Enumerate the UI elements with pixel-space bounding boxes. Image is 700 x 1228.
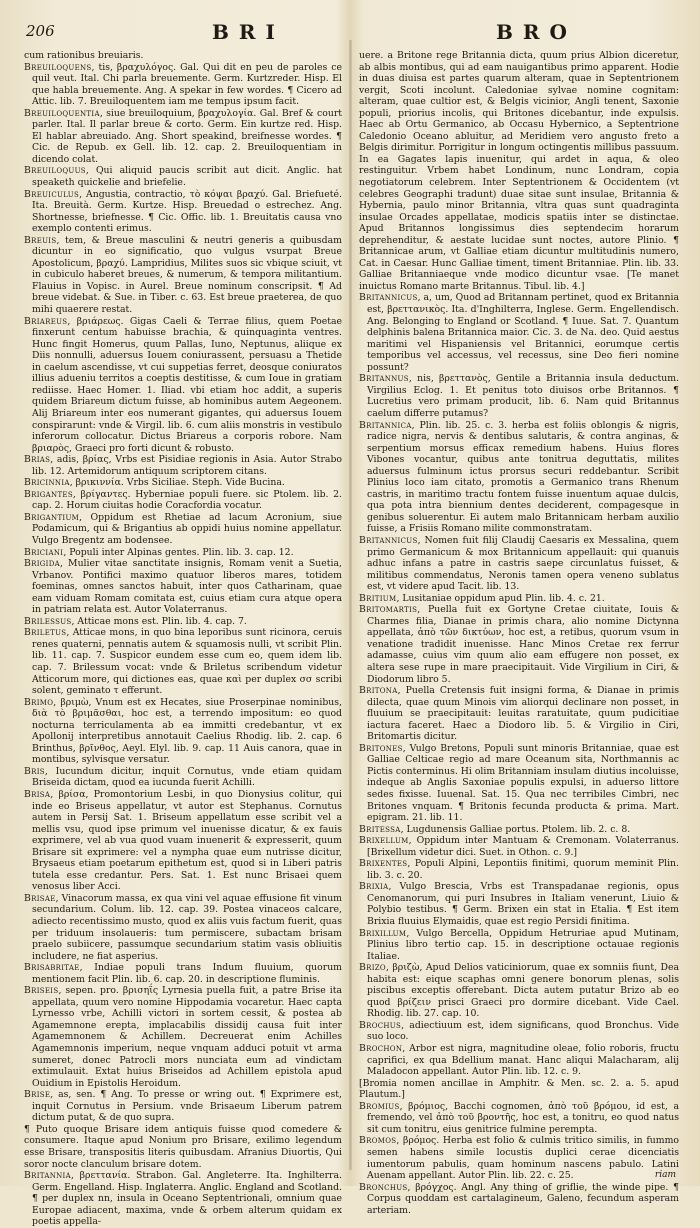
dictionary-entry: [24, 235, 342, 316]
dictionary-entry: [359, 835, 679, 858]
dictionary-entry: [359, 1020, 679, 1043]
dictionary-entry: [24, 1089, 342, 1124]
entry-text: , Atticae mons est. Plin. lib. 4. cap. 7.: [71, 615, 247, 627]
entry-text: , βρόγχος. Angl. Any thing of griflie, the winde pipe. ¶ Corpus quoddam est cartalagineum, Galeno, fecundum asperam arteriam.: [367, 1181, 679, 1216]
entry-text: , Arbor est nigra, magnitudine oleae, folio roboris, fructu caprifici, ex qua Bdellium manat. Hanc aliqui Malacharam, alij Maladocon appellant. Autor Plin. lib. 12. c. 9.: [367, 1043, 679, 1078]
entry-headword: Brisae: [24, 892, 56, 904]
dictionary-entry: [359, 535, 679, 593]
entry-headword: Brixellum: [359, 835, 409, 847]
entry-headword: Brimo: [24, 696, 54, 708]
dictionary-entry: [24, 697, 342, 766]
entry-headword: Britannia: [24, 1170, 71, 1182]
entry-headword: Briareus: [24, 315, 68, 327]
entry-headword: Bris: [24, 765, 45, 777]
dictionary-entry: [359, 420, 679, 535]
entry-headword: Britones: [359, 742, 403, 754]
dictionary-entry: [24, 165, 342, 188]
entry-text: , Populi inter Alpinas gentes. Plin. lib. 3. cap. 12.: [63, 546, 294, 558]
dictionary-entry: [359, 824, 679, 836]
right-column: [359, 50, 679, 1216]
entry-text: , Vulgo Bercella, Oppidum Hetruriae apud Mutinam, Plinius libro tertio cap. 15. in descriptione octauae regionis Italiae.: [367, 927, 679, 962]
entry-headword: Britannica: [359, 419, 412, 431]
entry-text: , Lusitaniae oppidum apud Plin. lib. 4. c. 21.: [396, 592, 605, 604]
running-head-right: BRO: [496, 20, 577, 44]
dictionary-entry: [24, 316, 342, 455]
entry-text: , Oppidum est Rhetiae ad lacum Acronium, siue Podamicum, qui & Brigantius ab oppidi huius nomine appellatur. Vulgo Bregentz am bodensee.: [32, 511, 342, 546]
entry-text: ¶ Puto quoque Brisare idem antiquis fuisse quod comedere & consumere. Itaque apud Nonium pro Brisare, exilimo legendum esse Brisare, transpositis literis quibusdam. Afranius Diuortis, Qui soror nocte clanculum brisare dotem.: [24, 1123, 342, 1170]
entry-text: , adis, βρίας, Vrbs est Pisidiae regionis in Asia. Autor Strabo lib. 12. Artemidorum antiquum scriptorem citans.: [32, 454, 342, 477]
entry-headword: Brigantes: [24, 488, 73, 500]
entry-text: cum rationibus breuiaris.: [24, 50, 144, 61]
dictionary-entry: [359, 604, 679, 685]
page-gutter: [349, 40, 352, 1170]
entry-text: , Iucundum dicitur, inquit Cornutus, vnde etiam quidam Briseida dictam, quod ea iucunda fuerit Achilli.: [32, 765, 342, 789]
entry-headword: Brilessus: [24, 615, 72, 627]
entry-headword: Bromius: [359, 1100, 400, 1112]
entry-headword: Bronchus: [359, 1181, 408, 1193]
entry-text: , adiectiuum est, idem significans, quod Bronchus. Vide suo loco.: [367, 1019, 679, 1043]
entry-text: , Oppidum inter Mantuam & Cremonam. Volaterranus. [Brixellum videtur dici. Suet. in Othon. c. 9.]: [367, 835, 679, 858]
dictionary-entry: [359, 962, 679, 1020]
entry-headword: Breuiloquus: [24, 165, 86, 177]
entry-text: , siue breuiloquium, βραχυλογία. Gal. Bref & court parler. Ital. Il parlar breue & corto. Germ. Ein kurtze red. Hisp. El hablar abreuiado. Ang. Short speakind, breifnesse wordes. ¶ Cic. de Repub. ex Gell. lib. 12. cap. 2. Breuiloquentiam in dicendo colat.: [32, 107, 342, 165]
dictionary-entry: [359, 685, 679, 743]
entry-headword: Brixentes: [359, 858, 408, 870]
entry-text: , Lugdunensis Galliae portus. Ptolem. lib. 2. c. 8.: [400, 823, 631, 835]
dictionary-entry: [24, 962, 342, 985]
entry-headword: Britannicus: [359, 292, 418, 304]
dictionary-entry: [24, 50, 342, 62]
dictionary-entry: [359, 1078, 679, 1101]
entry-text: , βρίγαντες. Hyberniae populi fuere. sic Ptolem. lib. 2. cap. 2. Horum ciuitas hodie Coracfordia vocatur.: [32, 488, 342, 512]
entry-text: , βρικιννία. Vrbs Siciliae. Steph. Vide Bucina.: [69, 477, 285, 489]
entry-headword: Brias: [24, 454, 51, 466]
entry-headword: Briseis: [24, 985, 59, 997]
dictionary-entry: [24, 627, 342, 696]
entry-text: , Vulgo Bretons, Populi sunt minoris Britanniae, quae est Galliae Celticae regio ad mare Oceanum sita, Northmannis ac Pictis conterminus. Hi olim Britanniam insulam diutius incoluisse, indeque ab Anglis Saxoniae populis expulsi, in aduerso littore sedes fixisse. Iuuenal. Sat. 15. Qua nec terribiles Cimbri, nec Britones vnquam. ¶ Britonis fecunda producta & prima. Mart. epigram. 21. lib. 11.: [367, 742, 679, 824]
entry-text: , sepen. pro. βρισηΐς Lyrnesia puella fuit, a patre Brise ita appellata, quum vero nomine Hippodamia vocaretur. Haec capta Lyrnesso vrbe, Achilli victori in sortem cessit, & postea ab Agamemnone erepta, implacabilis dissidij causa fuit inter Agamemnonem & Achillem. Decreuerat enim Achilles Agamemnonis imperium, neque vnquam adduci potuit vt arma sumeret, donec Patrocli mors nunciata eum ad vindictam extimulauit. Extat huius Briseidos ad Achillem epistola apud Ouidium in Epistolis Heroidum.: [32, 985, 342, 1089]
entry-headword: Brise: [24, 1089, 51, 1101]
entry-text: , a, um, Quod ad Britannam pertinet, quod ex Britannia est, βρεττανικὸς. Ita. d'Inghilterra, Inglese. Germ. Engellendisch. Ang. Belonging to England or Scotland. ¶ Iuue. Sat. 7. Quantum delphinis balena Britannica maior. Cic. 3. de Na. deo. Quid aestus maritimi vel Hispaniensis vel Britannici, eorumque certis temporibus vel accessus, vel recessus, sine Deo fieri nomine possunt?: [367, 292, 679, 373]
entry-headword: Briletus: [24, 627, 67, 639]
dictionary-entry: [24, 985, 342, 1089]
entry-text: , Puella Cretensis fuit insigni forma, & Dianae in primis dilecta, quae quum Minois vim aliorqui declinare non posset, in fluuium se praecipitauit: leuitas raratuitate, quum pudicitiae iactura faceret. Haec a Diodoro lib. 5. & Virgilio in Ciri, Britomartis dicitur.: [367, 685, 679, 743]
dictionary-entry: [24, 454, 342, 477]
entry-text: [Bromia nomen ancillae in Amphitr. & Men. sc. 2. a. 5. apud Plautum.]: [359, 1077, 679, 1101]
entry-headword: Breuis: [24, 234, 57, 246]
dictionary-entry: [24, 1170, 342, 1228]
entry-headword: Bromos: [359, 1135, 397, 1147]
page-number: 206: [26, 22, 55, 40]
entry-text: , tem, & Breue masculini & neutri generis a quibusdam dicuntur in eo significatio, quo vulgus vsurpat Breue Apostolicum, βραχύ. Lampridius, Milites suos sic vbique sciuit, vt in cubiculo haberet breues, & numerum, & tempora militantium. Flauius in Vopisc. in Aurel. Breue nominum conscripsit. ¶ Ad breue videbat. & Sue. in Tiber. c. 63. Est breue praeterea, de quo mihi quaerere restat.: [32, 234, 342, 316]
dictionary-entry: [24, 62, 342, 108]
entry-text: , Mulier vitae sanctitate insignis, Romam venit a Suetia, Vrbanov. Pontifici maximo quatuor liberos mares, totidem foeminas, omnes sanctos habuit, inter quos Catharinam, quae eam viduam Romam comitata est, cuius etiam cura atque opera in patriam relata est. Autor Volaterranus.: [32, 558, 342, 616]
dictionary-entry: [24, 789, 342, 893]
entry-headword: Bricinnia: [24, 477, 70, 489]
dictionary-entry: [359, 743, 679, 824]
dictionary-entry: [24, 489, 342, 512]
entry-text: , Vulgo Brescia, Vrbs est Transpadanae regionis, opus Cenomanorum, qui puri Insubres in Italiam venerunt, Liuio & Polybio testibus. ¶ Germ. Brixen ein stat in Etalia. ¶ Est item Brixia fluuius Elymaidis, quae est regio Persidi finitima.: [367, 881, 679, 928]
dictionary-entry: [24, 512, 342, 547]
entry-text: , Populi Alpini, Lepontiis finitimi, quorum meminit Plin. lib. 3. c. 20.: [367, 858, 679, 881]
entry-text: , Angustia, contractio, τὸ κόψαι βραχύ. Gal. Briefueté. Ita. Breuità. Germ. Kurtze. Hisp. Breuedad o estrechez. Ang. Shortnesse, briefnesse. ¶ Cic. Offic. lib. 1. Breuitatis causa vno exemplo contenti erimus.: [32, 188, 342, 235]
running-head-left: BRI: [212, 20, 285, 44]
entry-text: , βριζὼ, Apud Delios vaticiniorum, quae ex somniis fiunt, Dea habita est: eique scaphas omni genere bonorum plenas, solis piscibus exceptis offerebant. Dicta autem putatur Brizo ab eo quod βρίζειν prisci Graeci pro dormire dicebant. Vide Cael. Rhodig. lib. 27. cap. 10.: [367, 962, 679, 1020]
dictionary-entry: [359, 928, 679, 963]
entry-headword: Briciani: [24, 546, 64, 558]
dictionary-entry: [359, 292, 679, 373]
dictionary-entry: [24, 558, 342, 616]
entry-headword: Britessa: [359, 823, 401, 835]
dictionary-entry: [24, 1124, 342, 1170]
entry-text: , as, sen. ¶ Ang. To presse or wring out. ¶ Exprimere est, inquit Cornutus in Persium. vnde Brisaeum Liberum patrem dictum putat, & de quo supra.: [32, 1089, 342, 1124]
entry-headword: Britona: [359, 685, 398, 697]
entry-text: , βρόμος. Herba est folio & culmis tritico similis, in fummo semen habens simile locustis duplici cerae dicenciatis iumentorum pabulis, quam hominum nascens pabulo. Latini Auenam appellant. Autor Plin. lib. 22. c. 25.: [367, 1135, 679, 1182]
dictionary-entry: [24, 616, 342, 628]
entry-headword: Brochus: [359, 1019, 402, 1031]
entry-text: , Nomen fuit filij Claudij Caesaris ex Messalina, quem primo Germanicum & mox Britannicum appellauit: qui quanuis adhuc infans a patre in castris saepe circunlatus fuisset, & militibus commendatus, Neronis tamen opera veneno sublatus est, vt videre apud Tacit. lib. 13.: [367, 534, 679, 593]
dictionary-entry: [24, 893, 342, 962]
entry-text: , βρεττανία. Strabon. Gal. Angleterre. Ita. Inghilterra. Germ. Engelland. Hisp. Inglaterra. Anglic. England and Scotland. ¶ per duplex nn, insula in Oceano Septentrionali, omnium quae Europae adiacent, maxima, vnde & orbem alterum quidam ex poetis appella-: [32, 1170, 342, 1228]
entry-headword: Brochon: [359, 1043, 403, 1055]
entry-text: , nis, βρεττανὸς, Gentile a Britannia insula deductum. Virgilius Eclog. 1. Et penitus toto diuisos orbe Britannos. ¶ Lucretius vero primam producit, lib. 6. Nam quid Britannus caelum differre putamus?: [367, 373, 679, 419]
entry-headword: Breuiculus: [24, 188, 80, 200]
dictionary-entry: [359, 50, 679, 292]
entry-text: , Puella fuit ex Gortyne Cretae ciuitate, Iouis & Charmes filia, Dianae in primis chara, alio nomine Dictynna appellata, ἀπὸ τῶν δικτύων, hoc est, a retibus, quorum vsum in venatione tradidit inuenisse. Hanc Minos Cretae rex ferrur adamasse, cuius vim quum alio eam effugere non posset, ex altera sese rupe in mare praecipitauit. Vide Virgilium in Ciri, & Diodorum libro 5.: [367, 604, 679, 685]
entry-text: , Indiae populi trans Indum fluuium, quorum mentionem facit Plin. lib. 6. cap. 20. in descriptione fluminis.: [32, 962, 342, 985]
entry-text: , βριάρεως. Gigas Caeli & Terrae filius, quem Poetae finxerunt centum habuisse brachia, & quinquaginta ventres. Hunc fingit Homerus, quum Pallas, Iuno, Neptunus, aliique ex Diis nonnulli, aduersus Iouem coniurassent, persuasu a Thetide in caelum ascendisse, vt cui suppetias ferret, deosque coniuratos illius adueniu territos a coeptis destitisse, & cum Ioue in gratiam rediisse. Haec Homer. 1. Iliad. vbi etiam hoc addit, a superis quidem Briareum dictum fuisse, ab hominibus autem Aegeonem. Alij Briareum inter eos numerant gigantes, qui aduersus Iouem conspirarunt: vnde & Virgil. lib. 6. cum aliis monstris in vestibulo inferorum collocatur. Dictus Briareus a corporis robore. Nam βριαρὸς, Graeci pro forti dicunt & robusto.: [32, 315, 342, 454]
entry-text: , βριμὼ, Vnum est ex Hecates, siue Proserpinae nominibus, διὰ τὸ βριμᾶσθαι, hoc est, a terrendo impositum: eo quod nocturna terriculamenta ab ea immitti credebantur, vt ex Apollonij interpretibus annotauit Caelius Rhodig. lib. 2. cap. 6 Brinthus, βρῖνθος, Aeyl. Elyl. lib. 9. cap. 11 Auis canora, quae in montibus, sylvisque versatur.: [32, 696, 342, 766]
left-column: [24, 50, 342, 1228]
dictionary-entry: [359, 1043, 679, 1078]
entry-headword: Brisa: [24, 789, 51, 800]
entry-text: uere. a Britone rege Britannia dicta, quum prius Albion diceretur, ab albis montibus, qui ad eam nauigantibus primo apparent. Hodie in duas diuisa est partes quarum alteram, quae in Septentrionem vergit, Scoti incolunt. Caledoniae sylvae nomine cognitam: alteram, quae cultior est, & Belgis vicinior, Angli tenent, Saxonie populi, priorius incolis, qui Britones dicebantur, inde expulsis. Haec ab Ortu Germanico, ab Occasu Hybernico, a Septentrione Caledonio Oceano abluitur, ad Meridiem vero angusto freto a Belgis dirimitur. Porrigitur in longum octingentis millibus passuum. In ea Gagates lapis inuenitur, qui ardet in aqua, & oleo restinguitur. Vrbem habet Londinum, nunc Londram, copia negotiatorum celebrem. Inter Septentrionem & Occidentem (vt celebres Geographi tradunt) duae sitae sunt insulae, Britannia & Hybernia, paulo minor Britannia, vltra quas sunt quadraginta insulae Orcades appellatae, modicis spatiis inter se distinctae. Apud Britannos longissimus dies septendecim horarum deprehenditur, & aestate lucidae sunt noctes, autore Plinio. ¶ Britannicae arum, vt Galliae etiam dicuntur multitudinis numero, Cat. in Caesar. Hunc Galliae timent, timent Britanniae. Plin. lib. 33. Galliae Britanniaeque vnde modico dicuntur vsae. [Te manet inuictus Romano marte Britannus. Tibul. lib. 4.]: [359, 50, 679, 292]
entry-text: , Atticae mons, in quo bina leporibus sunt ricinora, ceruis renes quaterni, pennatis autem & squamosis nulli, vt scribit Plin. lib. 11. cap. 7. Suspicor eundem esse cum eo, quem idem lib. cap. 7. Brilessum vocat: vnde & Briletus scribendum videtur Atticorum more, qui dictiones eas, quae καὶ per duplex σσ scribi solent, geminato τ efferunt.: [32, 627, 342, 697]
entry-headword: Breuiloquens: [24, 61, 92, 73]
entry-headword: Britannus: [359, 373, 409, 385]
entry-text: , βρόμιος, Bacchi cognomen, ἀπὸ τοῦ βρόμου, id est, a fremendo, vel ἀπὸ τοῦ βροντῆς, hoc est, a tonitru, eo quod natus sit cum tonitru, eius genitrice fulmine perempta.: [367, 1100, 679, 1135]
dictionary-entry: [24, 189, 342, 235]
entry-headword: Brixia: [359, 881, 389, 893]
entry-headword: Britannicus: [359, 534, 418, 546]
entry-text: , βρίσα, Promontorium Lesbi, in quo Dionysius colitur, qui inde eo Briseus appellatur, vt autor est Stephanus. Cornutus autem in Persij Sat. 1. Briseum appellatum esse scribit vel a mellis vsu, quod ipse primum vel inuenisse dicatur, & ex fauis exprimere, vel ab vua quod vuam inuenerit & expresserit, quum Brisare sit exprimere: vel a nympha quae eum nutrisse dicitur, Brysaeus etiam poetarum epithetum est, quod si in Liberi patris tutela esse credantur. Pers. Sat. 1. Est nunc Brisaei quem venosus liber Acci.: [32, 789, 342, 893]
entry-headword: Brixillum: [359, 927, 407, 939]
entry-headword: Britomartis: [359, 604, 418, 616]
dictionary-entry: [359, 1135, 679, 1181]
entry-headword: Brigantium: [24, 511, 80, 523]
entry-text: , Plin. lib. 25. c. 3. herba est foliis oblongis & nigris, radice nigra, nervis & dentibus salutaris, & contra anginas, & serpentium morsus efficax remedium habens. Huius flores Vibones vocantur, quibus ante tonitrua deguttatis, milites aduersus fulminum ictus prorsus securi reddebantur. Scribit Plinius loco iam citato, promotis a Germanico trans Rhenum castris, in maritimo tractu fontem fuisse inuentum aquae dulcis, qua pota intra biennium dentes deciderent, compagesque in genibus soluerentur. Ei autem malo Britannicam herbam auxilio fuisse, a Frisiis Romano milite commonstratam.: [367, 419, 679, 535]
entry-text: , Vinacorum massa, ex qua vini vel aquae effusione fit vinum secundarium. Colum. lib. 12. cap. 39. Postea vinaceos calcare, adiecto recentissimo musto, quod ex aliis vuis factum fuerit, quas per triduum insolaueris: tum permiscere, subactam brisam praelo subiicere, passumque secundarium statim vasis obliuitis includere, ne fiat asperius.: [32, 892, 342, 962]
dictionary-entry: [24, 547, 342, 559]
entry-text: , tis, βραχυλόγος. Gal. Qui dit en peu de paroles ce quil veut. Ital. Chi parla breuemente. Germ. Kurtzreder. Hisp. El que habla breuemente. Ang. A spekar in few wordes. ¶ Cicero ad Attic. lib. 7. Breuiloquentem iam me tempus ipsum facit.: [32, 61, 342, 108]
dictionary-entry: [24, 477, 342, 489]
dictionary-entry: [359, 858, 679, 881]
dictionary-entry: [24, 108, 342, 166]
entry-headword: Britium: [359, 592, 397, 604]
dictionary-entry: [359, 373, 679, 419]
dictionary-entry: [359, 593, 679, 605]
dictionary-entry: [359, 881, 679, 927]
entry-headword: Brisabritae: [24, 962, 80, 974]
entry-headword: Brizo: [359, 962, 386, 974]
dictionary-entry: [359, 1101, 679, 1136]
dictionary-entry: [24, 766, 342, 789]
entry-headword: Breuiloquentia: [24, 107, 100, 119]
entry-text: , Qui aliquid paucis scribit aut dicit. Anglic. hat speaketh quickelie and briefelie.: [32, 165, 342, 189]
dictionary-entry: [359, 1182, 679, 1217]
entry-headword: Brigida: [24, 558, 60, 570]
catchword: riam: [654, 1170, 676, 1180]
